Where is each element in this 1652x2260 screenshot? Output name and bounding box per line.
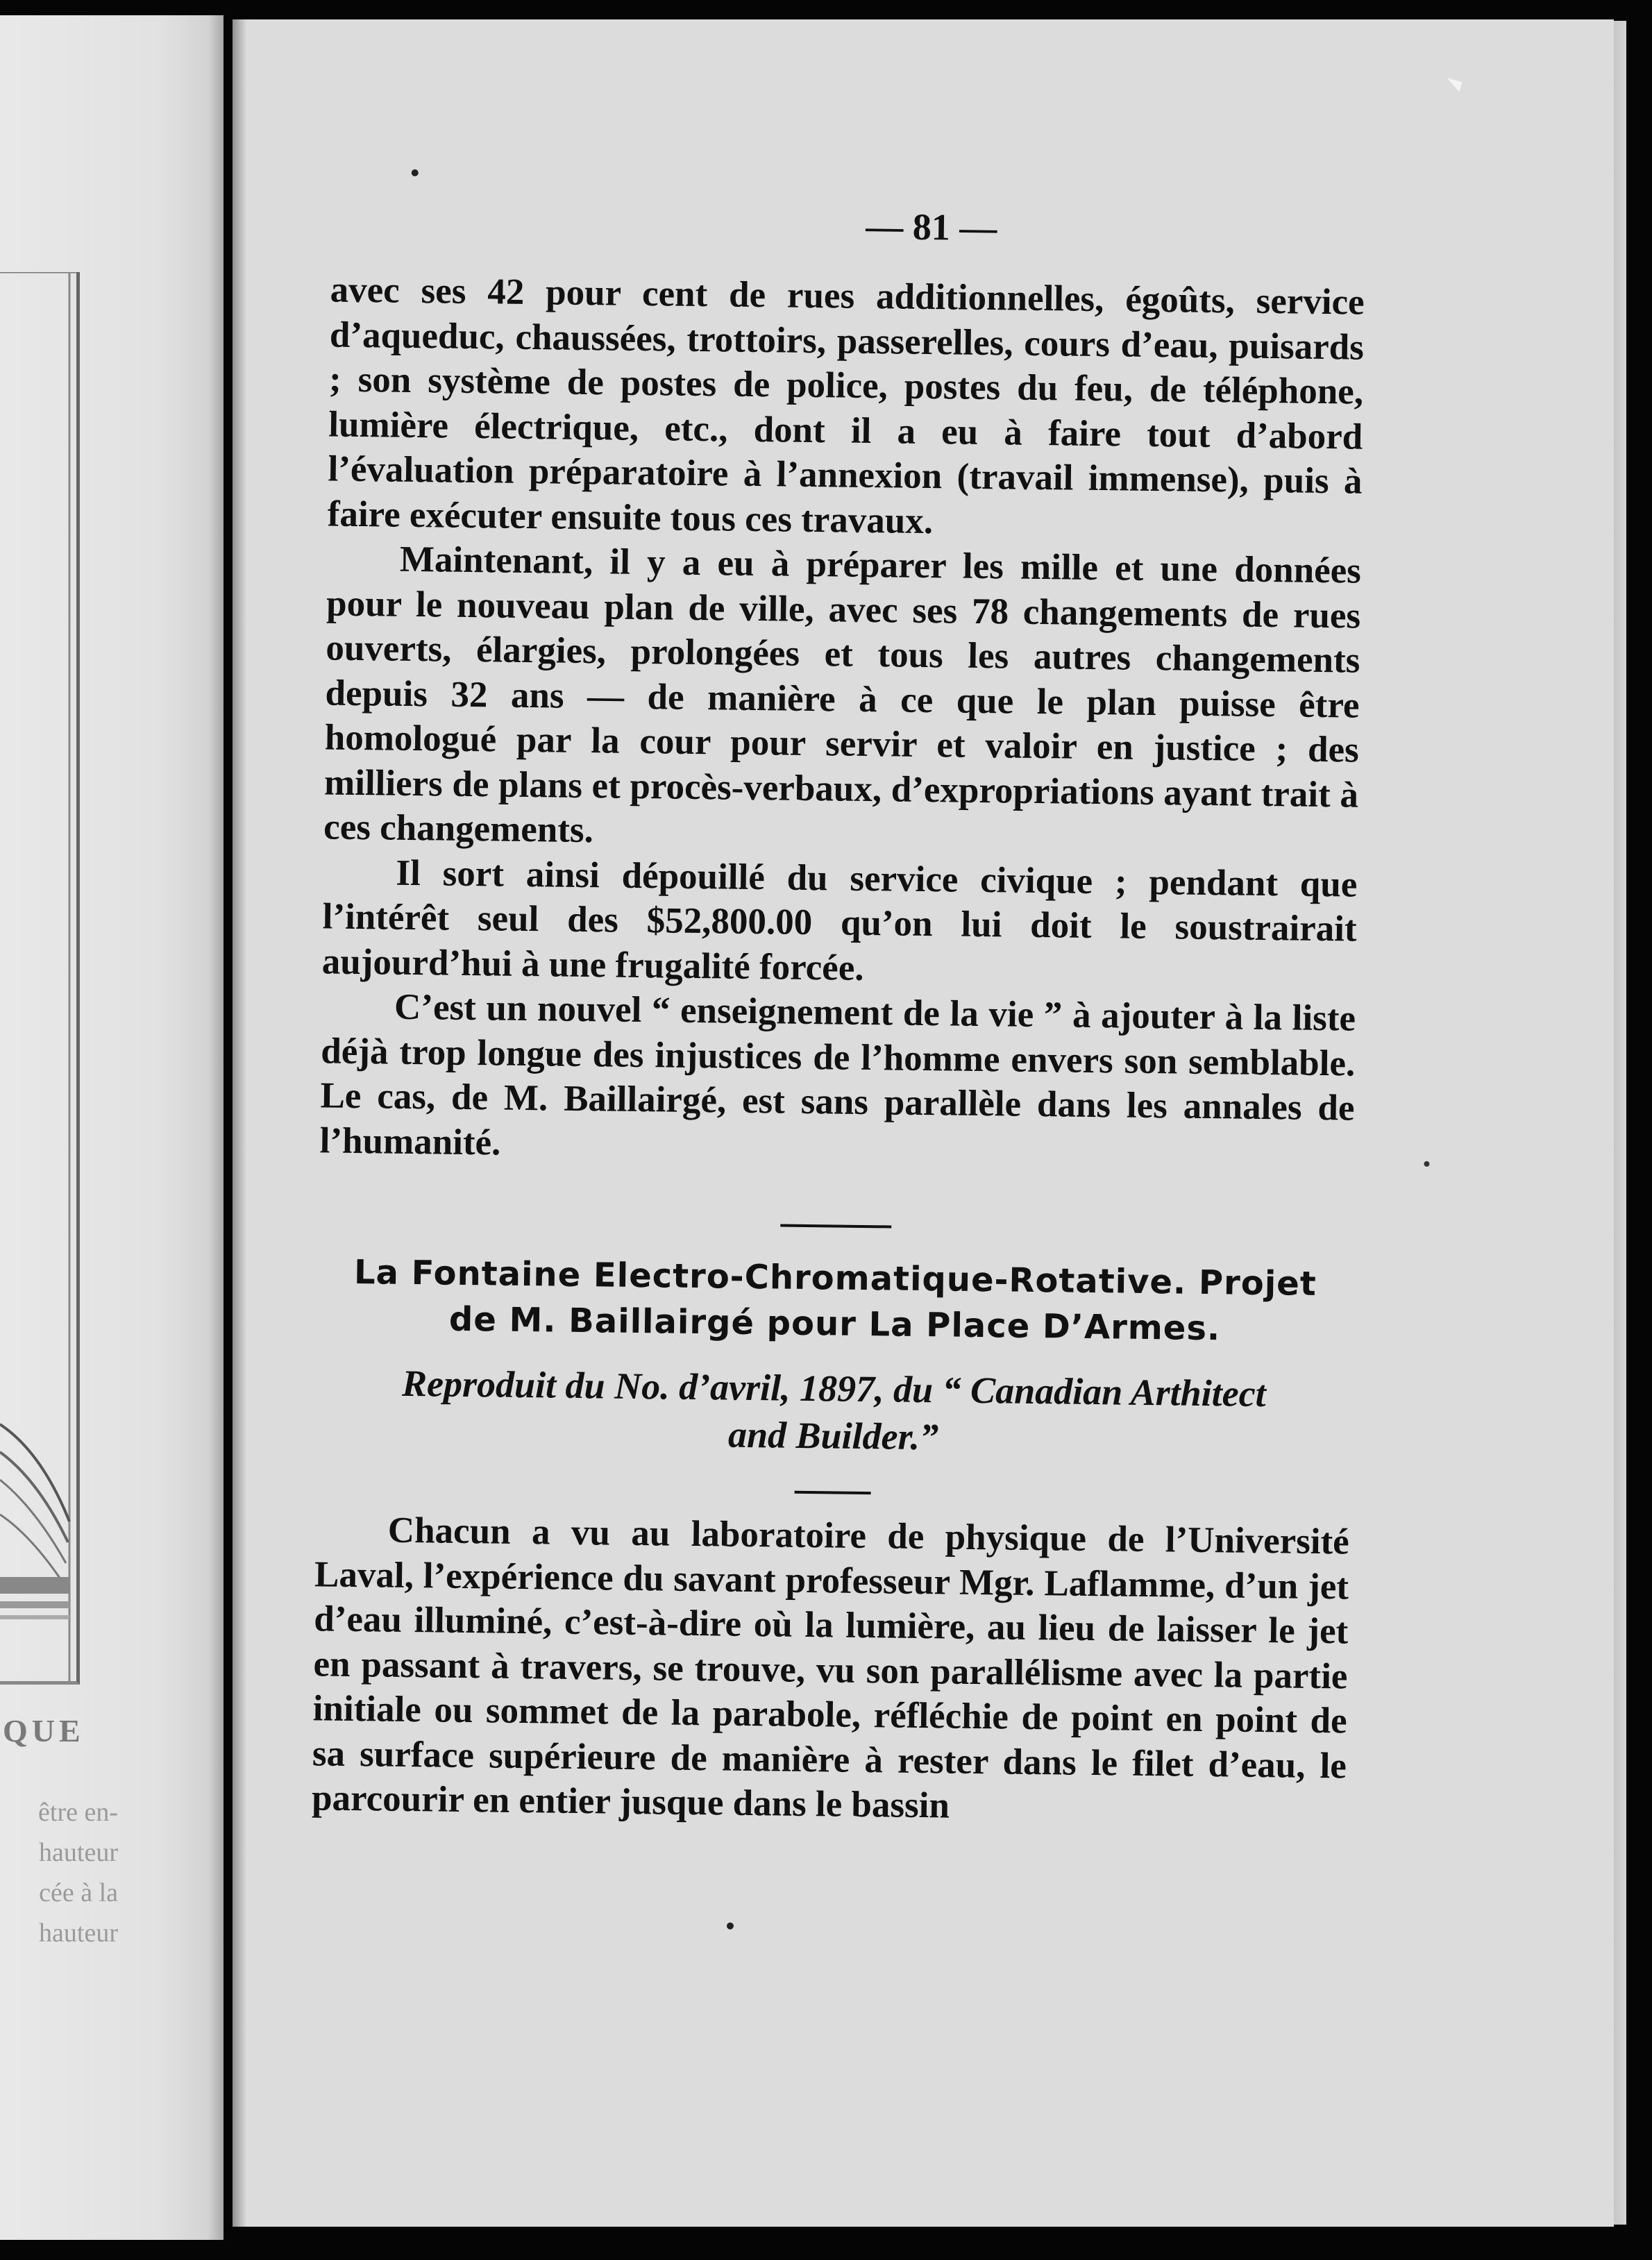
left-page-gutter-shadow — [208, 15, 224, 2240]
left-page-line: hauteur — [39, 1919, 118, 1948]
illustration-drawing — [0, 272, 76, 1681]
paragraph-injustice: C’est un nouvel “ enseignement de la vie ” à ajouter à la liste déjà trop longue des injustices de l’homme envers son semblable. Le cas, de M. Baillairgé, est sans parallèle dans les annales de l’humanité. — [319, 986, 1356, 1163]
left-page-caption: QUE — [3, 1713, 85, 1748]
paragraph-service: Il sort ainsi dépouillé du service civique ; pendant que l’intérêt seul des $52,800.00 qu’on lui doit le soustrairait aujourd’hui à une frugalité forcée. — [321, 852, 1358, 988]
left-page-line: cée à la — [39, 1878, 118, 1907]
paragraph-laval-experiment: Chacun a vu au laboratoire de physique de l’Université Laval, l’expérience du savant professeur Mgr. Laflamme, d’un jet d’eau illuminé, c’est-à-dire où la lumière, au lieu de laisser le jet en passant à travers, se trouve, vu son parallélisme avec la partie initiale ou sommet de la parabole, réfléchie de point en point de sa surface supérieure de manière à rester dans le filet d’eau, le parcourir en entier jusque dans le bassin — [311, 1510, 1350, 1826]
reprint-note-line-2: and Builder.” — [727, 1413, 939, 1458]
left-facing-page — [0, 15, 224, 2240]
page-number: — 81 — — [866, 205, 997, 249]
section-heading-line-2: de M. Baillairgé pour La Place D’Armes. — [448, 1299, 1221, 1349]
paragraph-continuation: avec ses 42 pour cent de rues additionnelles, égoûts, service d’aqueduc, chaussées, trottoirs, passerelles, cours d’eau, puisards ; son système de postes de police, postes du feu, de téléphone, lumière électrique, etc., dont il a eu à faire tout d’abord l’évaluation préparatoire à l’annexion (travail immense), puis à faire exécuter ensuite tous ces travaux. — [327, 269, 1365, 541]
book-page-81 — [233, 19, 1614, 2227]
paragraph-plan: Maintenant, il y a eu à préparer les mille et une données pour le nouveau plan de ville, avec ses 78 changements de rues ouverts, élargies, prolongées et tous les autres changements depuis 32 ans — de manière à ce que le plan puisse être homologué par la cour pour servir et valoir en justice ; des milliers de plans et procès-verbaux, d’expropriations ayant trait à ces changements. — [323, 539, 1362, 851]
fountain-illustration-fragment — [0, 272, 80, 1685]
left-page-line: hauteur — [39, 1838, 118, 1867]
page-content — [233, 19, 1614, 2227]
scan-specks — [233, 19, 1614, 2227]
section-heading-line-1: La Fontaine Electro-Chromatique-Rotative. Projet — [353, 1253, 1317, 1304]
left-page-text-fragments — [0, 1792, 118, 1953]
left-page-line: être en- — [38, 1798, 118, 1827]
reprint-note-line-1: Reproduit du No. d’avril, 1897, du “ Canadian Arthitect — [401, 1362, 1267, 1415]
